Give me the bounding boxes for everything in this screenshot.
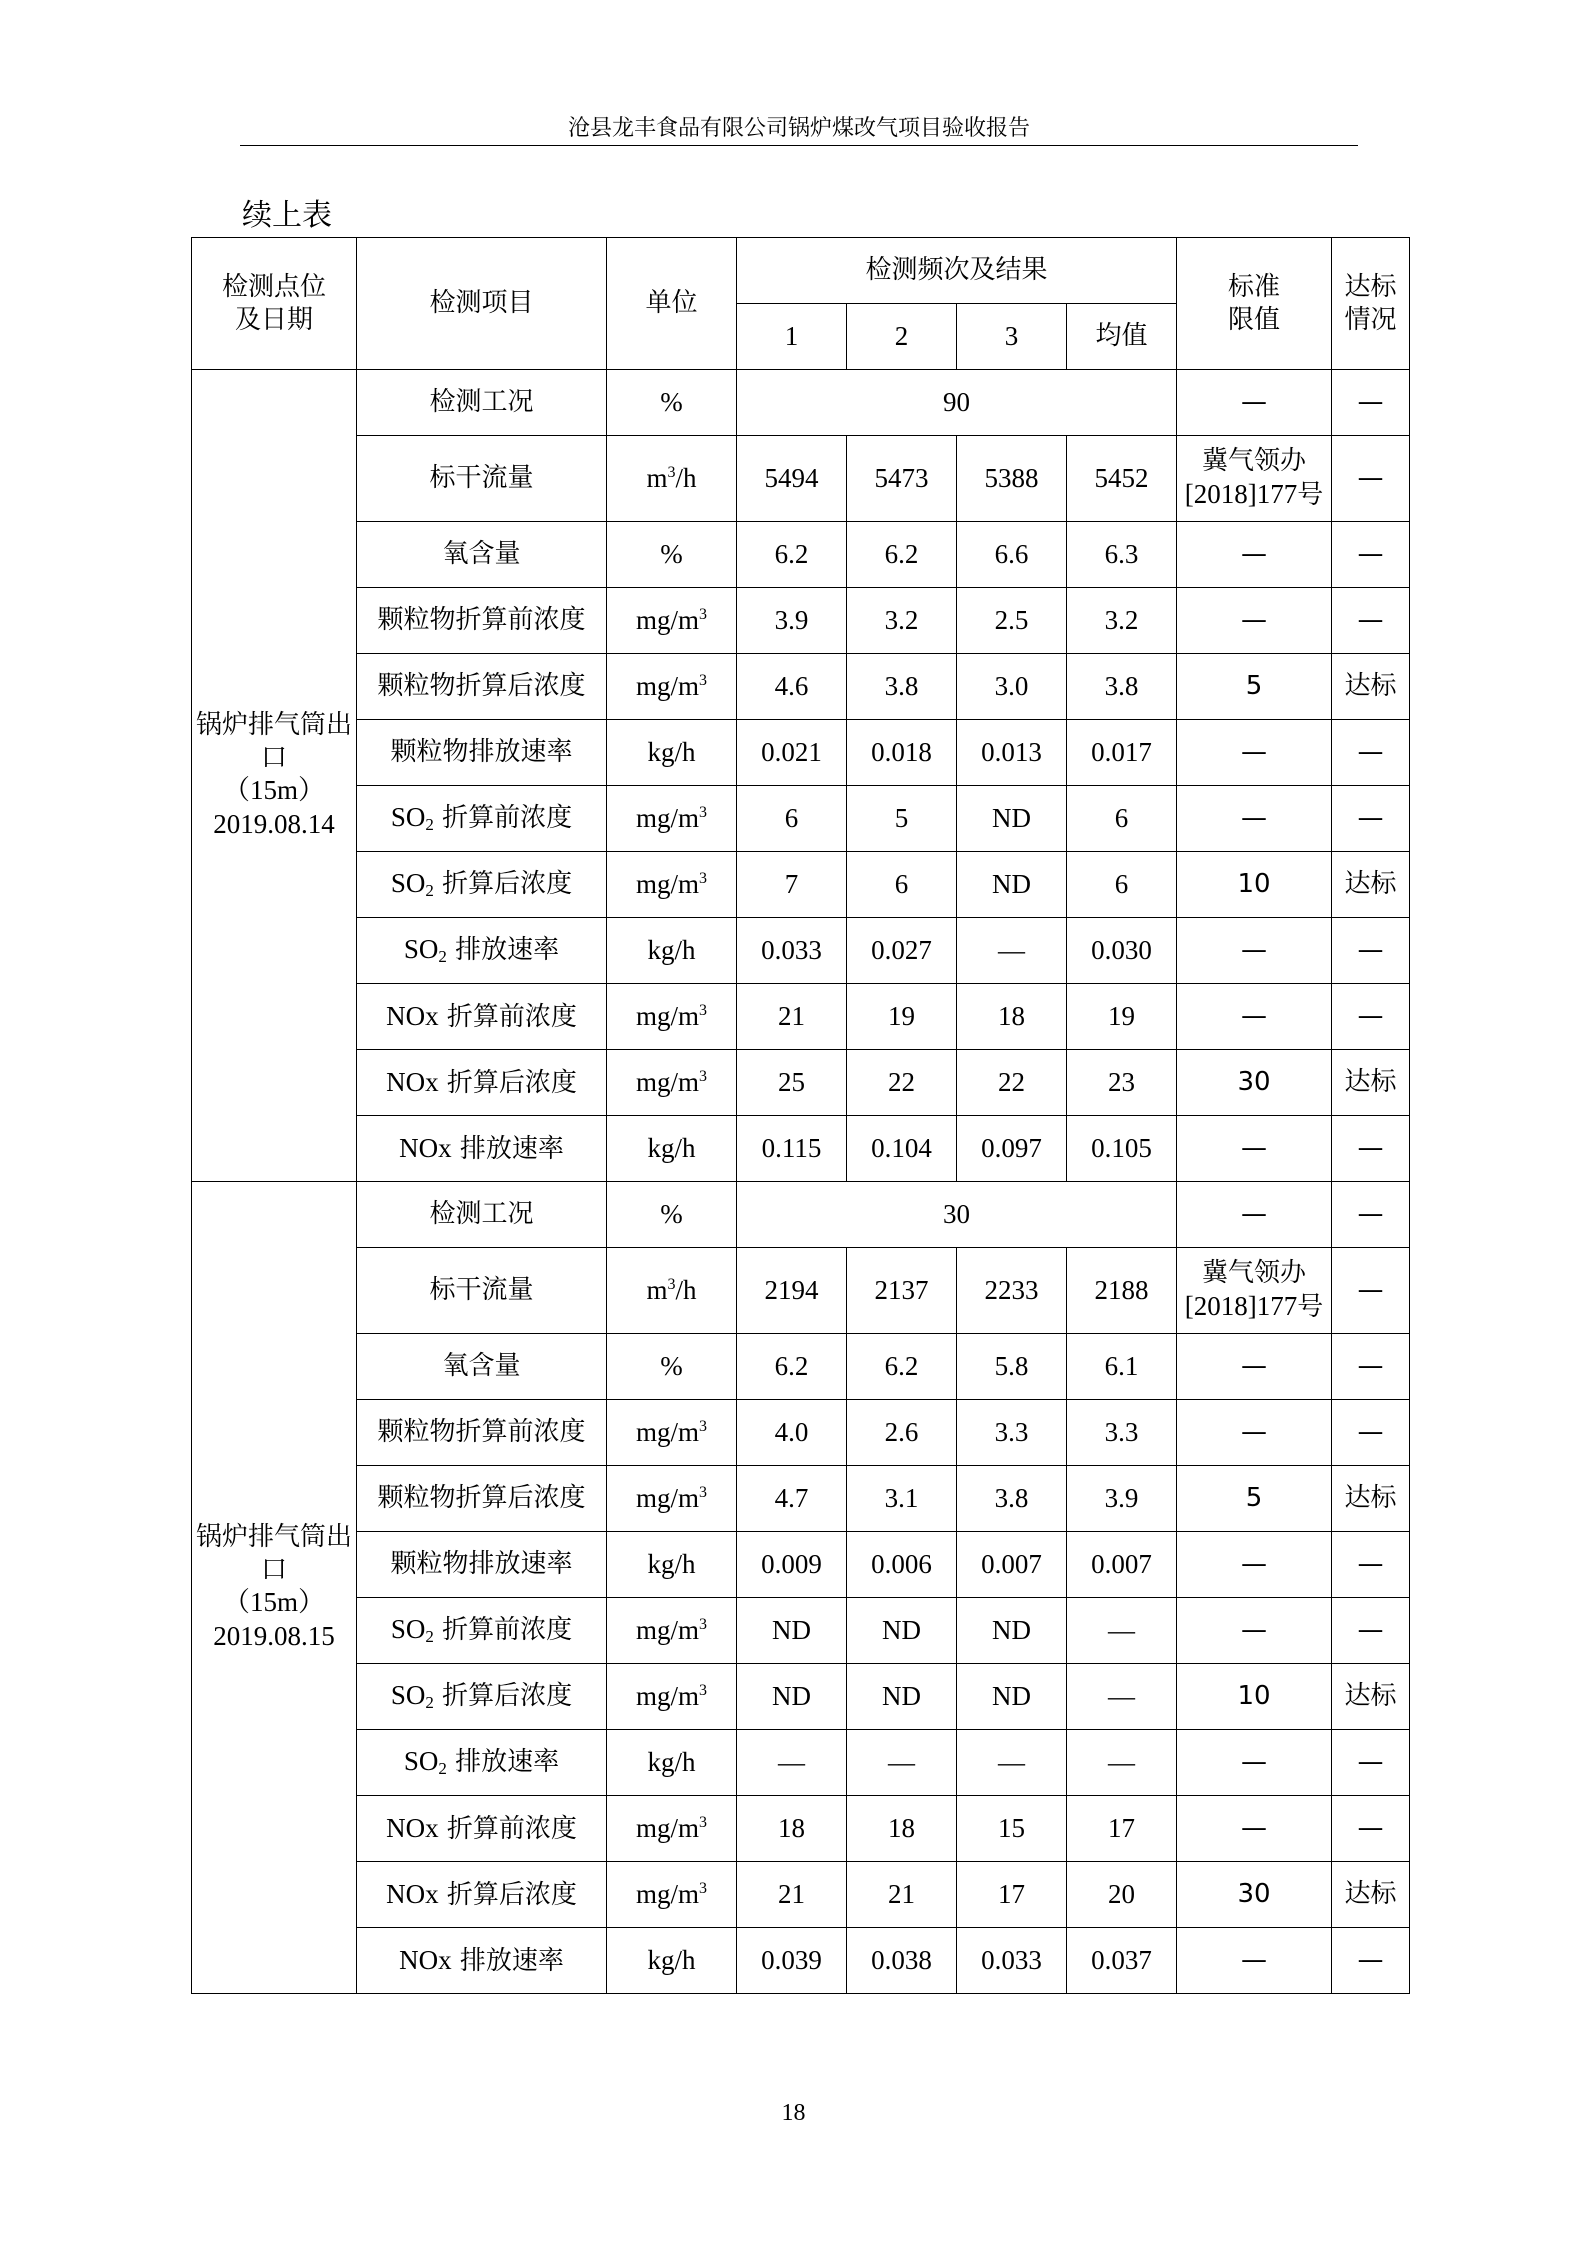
status-cell: — <box>1332 1730 1410 1796</box>
status-cell: — <box>1332 588 1410 654</box>
standard-cell: — <box>1177 918 1332 984</box>
table-row <box>192 1664 1410 1730</box>
table-row <box>192 1400 1410 1466</box>
unit-cell: $mg/m^3$ <box>607 984 737 1050</box>
unit-cell: $mg/m^3$ <box>607 1664 737 1730</box>
value-cell: 2194 <box>737 1248 847 1334</box>
value-cell: 18 <box>847 1796 957 1862</box>
page-number: 18 <box>781 2100 806 2126</box>
value-cell: 2233 <box>957 1248 1067 1334</box>
value-cell: 5473 <box>847 436 957 522</box>
header-run-2: 2 <box>847 304 957 370</box>
value-cell: — <box>1067 1598 1177 1664</box>
table-row <box>192 1466 1410 1532</box>
status-cell: 达标 <box>1332 1050 1410 1116</box>
item-cell: NOx 排放速率 <box>357 1928 607 1994</box>
unit-cell: kg/h <box>607 1928 737 1994</box>
unit-cell: kg/h <box>607 1532 737 1598</box>
item-cell: $SO_2$ 折算前浓度 <box>357 786 607 852</box>
unit-cell: $mg/m^3$ <box>607 588 737 654</box>
value-cell: 0.007 <box>957 1532 1067 1598</box>
standard-cell: 冀气领办 [2018]177号 <box>1177 1248 1332 1334</box>
value-cell: 6.2 <box>847 1334 957 1400</box>
value-cell: 18 <box>957 984 1067 1050</box>
value-cell: 3.1 <box>847 1466 957 1532</box>
table-row <box>192 1862 1410 1928</box>
value-cell: 0.104 <box>847 1116 957 1182</box>
item-cell: 颗粒物排放速率 <box>357 1532 607 1598</box>
value-cell: 6 <box>847 852 957 918</box>
item-cell: $SO_2$ 折算后浓度 <box>357 1664 607 1730</box>
monitoring-results-table <box>191 237 1410 1994</box>
standard-cell: 10 <box>1177 1664 1332 1730</box>
item-cell: 标干流量 <box>357 436 607 522</box>
item-cell: $SO_2$ 折算前浓度 <box>357 1598 607 1664</box>
value-cell: 6 <box>737 786 847 852</box>
item-cell: 颗粒物折算后浓度 <box>357 1466 607 1532</box>
value-cell: 6.2 <box>737 1334 847 1400</box>
value-cell: 6.3 <box>1067 522 1177 588</box>
standard-cell: — <box>1177 1928 1332 1994</box>
standard-cell: — <box>1177 720 1332 786</box>
value-cell: 22 <box>847 1050 957 1116</box>
unit-cell: kg/h <box>607 1116 737 1182</box>
value-cell: 3.9 <box>737 588 847 654</box>
value-cell: 2.6 <box>847 1400 957 1466</box>
item-cell: $SO_2$ 折算后浓度 <box>357 852 607 918</box>
table-caption: 续上表 <box>242 198 332 233</box>
value-cell: 2.5 <box>957 588 1067 654</box>
table-row <box>192 852 1410 918</box>
standard-cell: — <box>1177 984 1332 1050</box>
status-cell: 达标 <box>1332 1664 1410 1730</box>
status-cell: — <box>1332 1334 1410 1400</box>
header-unit: 单位 <box>607 238 737 370</box>
value-cell: 3.3 <box>957 1400 1067 1466</box>
item-cell: NOx 折算前浓度 <box>357 984 607 1050</box>
table-row <box>192 588 1410 654</box>
standard-cell: 5 <box>1177 1466 1332 1532</box>
status-cell: — <box>1332 1532 1410 1598</box>
value-cell: 6 <box>1067 852 1177 918</box>
value-cell: 5452 <box>1067 436 1177 522</box>
value-cell: 19 <box>1067 984 1177 1050</box>
value-cell: 5388 <box>957 436 1067 522</box>
header-average: 均值 <box>1067 304 1177 370</box>
unit-cell: $mg/m^3$ <box>607 1862 737 1928</box>
value-cell: 4.6 <box>737 654 847 720</box>
value-cell: 3.2 <box>1067 588 1177 654</box>
value-cell: 23 <box>1067 1050 1177 1116</box>
standard-cell: — <box>1177 1400 1332 1466</box>
value-cell: 6.6 <box>957 522 1067 588</box>
standard-cell: 5 <box>1177 654 1332 720</box>
unit-cell: kg/h <box>607 720 737 786</box>
value-cell: 0.027 <box>847 918 957 984</box>
item-cell: 颗粒物折算前浓度 <box>357 1400 607 1466</box>
status-cell: — <box>1332 786 1410 852</box>
value-cell: 0.030 <box>1067 918 1177 984</box>
status-cell: 达标 <box>1332 654 1410 720</box>
value-cell: 0.097 <box>957 1116 1067 1182</box>
value-cell: 5.8 <box>957 1334 1067 1400</box>
item-cell: NOx 折算后浓度 <box>357 1050 607 1116</box>
status-cell: — <box>1332 984 1410 1050</box>
unit-cell: $mg/m^3$ <box>607 786 737 852</box>
value-cell: 21 <box>737 984 847 1050</box>
unit-cell: $mg/m^3$ <box>607 1796 737 1862</box>
value-cell: 0.115 <box>737 1116 847 1182</box>
value-cell: — <box>957 1730 1067 1796</box>
header-run-3: 3 <box>957 304 1067 370</box>
value-cell: — <box>1067 1730 1177 1796</box>
status-cell: 达标 <box>1332 1862 1410 1928</box>
value-cell: 0.038 <box>847 1928 957 1994</box>
running-header: 沧县龙丰食品有限公司锅炉煤改气项目验收报告 <box>240 112 1358 146</box>
value-cell: 19 <box>847 984 957 1050</box>
value-cell: 0.037 <box>1067 1928 1177 1994</box>
value-cell: 0.017 <box>1067 720 1177 786</box>
standard-cell: — <box>1177 370 1332 436</box>
value-cell: 21 <box>847 1862 957 1928</box>
standard-cell: — <box>1177 522 1332 588</box>
item-cell: $SO_2$ 排放速率 <box>357 1730 607 1796</box>
value-cell: ND <box>847 1664 957 1730</box>
table-row <box>192 1116 1410 1182</box>
item-cell: NOx 排放速率 <box>357 1116 607 1182</box>
unit-cell: kg/h <box>607 1730 737 1796</box>
table-row <box>192 1796 1410 1862</box>
item-cell: 标干流量 <box>357 1248 607 1334</box>
value-cell: — <box>957 918 1067 984</box>
value-cell: ND <box>737 1598 847 1664</box>
header-item: 检测项目 <box>357 238 607 370</box>
status-cell: — <box>1332 1248 1410 1334</box>
status-cell: — <box>1332 720 1410 786</box>
value-cell: 5494 <box>737 436 847 522</box>
value-cell: — <box>847 1730 957 1796</box>
item-cell: 颗粒物折算后浓度 <box>357 654 607 720</box>
unit-cell: $mg/m^3$ <box>607 1400 737 1466</box>
value-cell: 0.033 <box>737 918 847 984</box>
table-row <box>192 1050 1410 1116</box>
unit-cell: % <box>607 1182 737 1248</box>
value-cell: 25 <box>737 1050 847 1116</box>
status-cell: 达标 <box>1332 1466 1410 1532</box>
site-cell: 锅炉排气筒出口 （15m） 2019.08.14 <box>192 370 357 1182</box>
value-cell: 2188 <box>1067 1248 1177 1334</box>
table-row <box>192 1532 1410 1598</box>
status-cell: — <box>1332 918 1410 984</box>
value-cell: 3.8 <box>1067 654 1177 720</box>
table-row <box>192 1334 1410 1400</box>
item-cell: NOx 折算前浓度 <box>357 1796 607 1862</box>
standard-cell: — <box>1177 588 1332 654</box>
value-cell: 0.007 <box>1067 1532 1177 1598</box>
unit-cell: $mg/m^3$ <box>607 1050 737 1116</box>
value-cell: 22 <box>957 1050 1067 1116</box>
status-cell: — <box>1332 436 1410 522</box>
value-cell: — <box>1067 1664 1177 1730</box>
table-row <box>192 918 1410 984</box>
header-site: 检测点位及日期 <box>192 238 357 370</box>
table-row <box>192 1928 1410 1994</box>
status-cell: — <box>1332 1928 1410 1994</box>
unit-cell: $mg/m^3$ <box>607 1466 737 1532</box>
unit-cell: $m^3/h$ <box>607 1248 737 1334</box>
value-cell: ND <box>737 1664 847 1730</box>
value-cell: 0.105 <box>1067 1116 1177 1182</box>
value-cell: 17 <box>957 1862 1067 1928</box>
unit-cell: % <box>607 370 737 436</box>
table-row <box>192 1598 1410 1664</box>
value-cell: 21 <box>737 1862 847 1928</box>
header-status: 达标情况 <box>1332 238 1410 370</box>
table-row <box>192 1248 1410 1334</box>
table-row <box>192 720 1410 786</box>
value-cell: 18 <box>737 1796 847 1862</box>
value-cell: 90 <box>737 370 1177 436</box>
value-cell: — <box>737 1730 847 1796</box>
table-row <box>192 984 1410 1050</box>
value-cell: 3.2 <box>847 588 957 654</box>
value-cell: 0.033 <box>957 1928 1067 1994</box>
unit-cell: $m^3/h$ <box>607 436 737 522</box>
value-cell: 3.9 <box>1067 1466 1177 1532</box>
value-cell: ND <box>957 852 1067 918</box>
status-cell: — <box>1332 370 1410 436</box>
value-cell: 0.006 <box>847 1532 957 1598</box>
value-cell: 0.018 <box>847 720 957 786</box>
standard-cell: — <box>1177 1532 1332 1598</box>
table-row <box>192 522 1410 588</box>
value-cell: 20 <box>1067 1862 1177 1928</box>
table-row <box>192 1730 1410 1796</box>
item-cell: $SO_2$ 排放速率 <box>357 918 607 984</box>
value-cell: 4.7 <box>737 1466 847 1532</box>
value-cell: ND <box>847 1598 957 1664</box>
status-cell: — <box>1332 1796 1410 1862</box>
unit-cell: $mg/m^3$ <box>607 852 737 918</box>
item-cell: 氧含量 <box>357 1334 607 1400</box>
value-cell: 3.8 <box>957 1466 1067 1532</box>
unit-cell: % <box>607 1334 737 1400</box>
table-body <box>192 370 1410 1994</box>
value-cell: 3.0 <box>957 654 1067 720</box>
standard-cell: 冀气领办 [2018]177号 <box>1177 436 1332 522</box>
item-cell: 检测工况 <box>357 1182 607 1248</box>
value-cell: ND <box>957 786 1067 852</box>
value-cell: ND <box>957 1598 1067 1664</box>
value-cell: ND <box>957 1664 1067 1730</box>
standard-cell: 30 <box>1177 1862 1332 1928</box>
value-cell: 6.2 <box>847 522 957 588</box>
standard-cell: — <box>1177 1796 1332 1862</box>
unit-cell: $mg/m^3$ <box>607 1598 737 1664</box>
standard-cell: — <box>1177 1598 1332 1664</box>
value-cell: 0.013 <box>957 720 1067 786</box>
value-cell: 3.3 <box>1067 1400 1177 1466</box>
item-cell: NOx 折算后浓度 <box>357 1862 607 1928</box>
header-frequency: 检测频次及结果 <box>737 238 1177 304</box>
table-row <box>192 436 1410 522</box>
standard-cell: — <box>1177 1116 1332 1182</box>
status-cell: — <box>1332 1182 1410 1248</box>
value-cell: 6 <box>1067 786 1177 852</box>
standard-cell: — <box>1177 1334 1332 1400</box>
value-cell: 6.1 <box>1067 1334 1177 1400</box>
header-run-1: 1 <box>737 304 847 370</box>
value-cell: 0.039 <box>737 1928 847 1994</box>
status-cell: — <box>1332 1400 1410 1466</box>
status-cell: 达标 <box>1332 852 1410 918</box>
item-cell: 氧含量 <box>357 522 607 588</box>
header-standard: 标准限值 <box>1177 238 1332 370</box>
standard-cell: 10 <box>1177 852 1332 918</box>
value-cell: 0.009 <box>737 1532 847 1598</box>
value-cell: 7 <box>737 852 847 918</box>
standard-cell: — <box>1177 786 1332 852</box>
status-cell: — <box>1332 1598 1410 1664</box>
value-cell: 6.2 <box>737 522 847 588</box>
value-cell: 15 <box>957 1796 1067 1862</box>
item-cell: 颗粒物排放速率 <box>357 720 607 786</box>
value-cell: 3.8 <box>847 654 957 720</box>
unit-cell: kg/h <box>607 918 737 984</box>
value-cell: 4.0 <box>737 1400 847 1466</box>
unit-cell: $mg/m^3$ <box>607 654 737 720</box>
value-cell: 2137 <box>847 1248 957 1334</box>
value-cell: 17 <box>1067 1796 1177 1862</box>
item-cell: 检测工况 <box>357 370 607 436</box>
table-row <box>192 370 1410 436</box>
value-cell: 30 <box>737 1182 1177 1248</box>
status-cell: — <box>1332 522 1410 588</box>
table-row <box>192 1182 1410 1248</box>
standard-cell: — <box>1177 1730 1332 1796</box>
item-cell: 颗粒物折算前浓度 <box>357 588 607 654</box>
unit-cell: % <box>607 522 737 588</box>
table-row <box>192 654 1410 720</box>
value-cell: 0.021 <box>737 720 847 786</box>
site-cell: 锅炉排气筒出口 （15m） 2019.08.15 <box>192 1182 357 1994</box>
table-row <box>192 786 1410 852</box>
standard-cell: — <box>1177 1182 1332 1248</box>
value-cell: 5 <box>847 786 957 852</box>
standard-cell: 30 <box>1177 1050 1332 1116</box>
status-cell: — <box>1332 1116 1410 1182</box>
